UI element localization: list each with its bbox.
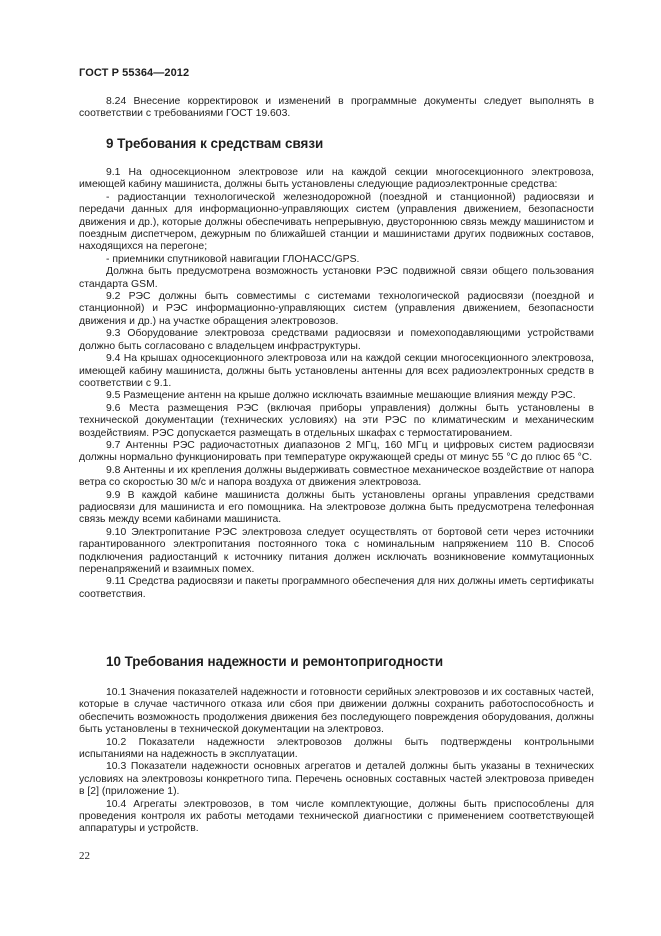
paragraph-9-8: 9.8 Антенны и их крепления должны выдерживать совместное механическое воздействие от напора ветра со скоростью 30 м/с и напора воздуха от движения электровоза. — [79, 464, 594, 489]
paragraph-9-4: 9.4 На крышах односекционного электровоза или на каждой секции многосекционного электровоза, имеющей кабину машиниста, должны быть установлены антенны для всех радиоэлектронных средств в соответствии с 9.1. — [79, 353, 594, 389]
paragraph-8-24: 8.24 Внесение корректировок и изменений в программные документы следует выполнять в соответствии с требованиями ГОСТ 19.603. — [79, 96, 594, 120]
paragraph-9-7: 9.7 Антенны РЭС радиочастотных диапазонов 2 МГц, 160 МГц и цифровых систем радиосвязи должны нормально функционировать при температуре окружающей среды от минус 55 °С до плюс 65 °С. — [79, 439, 594, 464]
paragraph-9-2: 9.2 РЭС должны быть совместимы с системами технологической радиосвязи (поездной и станционной) и РЭС информационно-управляющих систем (управления движением, безопасности движения и др.) на участке обращения электровозов. — [79, 291, 594, 327]
page-number: 22 — [79, 850, 90, 862]
paragraph-9-10: 9.10 Электропитание РЭС электровоза следует осуществлять от бортовой сети через источники гарантированного электропитания постоянного тока с номинальным напряжением 110 В. Способ подключения радиостанций к источнику питания должен исключать возникновение коммутационных перенапряжений и взаимных помех. — [79, 526, 594, 575]
document-page — [79, 0, 594, 936]
section-10-body — [79, 687, 594, 836]
paragraph-10-1: 10.1 Значения показателей надежности и готовности серийных электровозов и их составных частей, которые в случае частичного отказа или сбоя при движении должны сохранить работоспособность и обеспечить возможность продолжения движения без последующего повреждения оборудования, должны быть установлены в технической документации на электровоз. — [79, 687, 594, 736]
section-10-title: 10 Требования надежности и ремонтопригодности — [106, 654, 444, 669]
paragraph-9-6: 9.6 Места размещения РЭС (включая приборы управления) должны быть установлены в технической документации (технических условиях) на эти РЭС по климатическим и механическим воздействиям. РЭС допускается размещать в отдельных шкафах с термостатированием. — [79, 402, 594, 439]
paragraph-gsm: Должна быть предусмотрена возможность установки РЭС подвижной связи общего пользования стандарта GSM. — [79, 266, 594, 290]
paragraph-9-5: 9.5 Размещение антенн на крыше должно исключать взаимные мешающие влияния между РЭС. — [106, 390, 576, 402]
paragraph-10-4: 10.4 Агрегаты электровозов, в том числе комплектующие, должны быть приспособлены для проведения контроля их работы методами технической диагностики с применением соответствующей аппаратуры и устройств. — [79, 798, 594, 835]
paragraph-10-2: 10.2 Показатели надежности электровозов должны быть подтверждены контрольными испытаниями на надежность в эксплуатации. — [79, 736, 594, 761]
intro-block — [79, 96, 594, 121]
list-item-gnss-receivers: - приемники спутниковой навигации ГЛОНАСС/GPS. — [106, 253, 360, 265]
section-9-title: 9 Требования к средствам связи — [106, 136, 324, 151]
section-9-body — [79, 167, 594, 601]
standard-header: ГОСТ Р 55364—2012 — [79, 67, 190, 79]
paragraph-10-3: 10.3 Показатели надежности основных агрегатов и деталей должны быть указаны в технических условиях на электровозы конкретного типа. Перечень основных составных частей электровоза приведен в [2] (приложение 1). — [79, 761, 594, 798]
paragraph-9-11: 9.11 Средства радиосвязи и пакеты программного обеспечения для них должны иметь сертификаты соответствия. — [79, 576, 594, 600]
paragraph-9-9: 9.9 В каждой кабине машиниста должны быть установлены органы управления средствами радиосвязи для машиниста и его помощника. На электровозе должна быть предусмотрена телефонная связь между всеми кабинами машиниста. — [79, 489, 594, 526]
paragraph-9-1: 9.1 На односекционном электровозе или на каждой секции многосекционного электровоза, имеющей кабину машиниста, должны быть установлены следующие радиоэлектронные средства: — [79, 167, 594, 191]
list-item-radio-stations: - радиостанции технологической железнодорожной (поездной и станционной) радиосвязи и передачи данных для информационно-управляющих систем (управления движением, безопасности движения и др.), которые должны обеспечивать непрерывную, двустороннюю связь между машинистом и поездным диспетчером, дежурным по ближайшей станции и машинистами других подвижных составов, находящихся на перегоне; — [79, 191, 594, 253]
paragraph-9-3: 9.3 Оборудование электровоза средствами радиосвязи и помехоподавляющими устройствами должно быть согласовано с владельцем инфраструктуры. — [79, 328, 594, 352]
